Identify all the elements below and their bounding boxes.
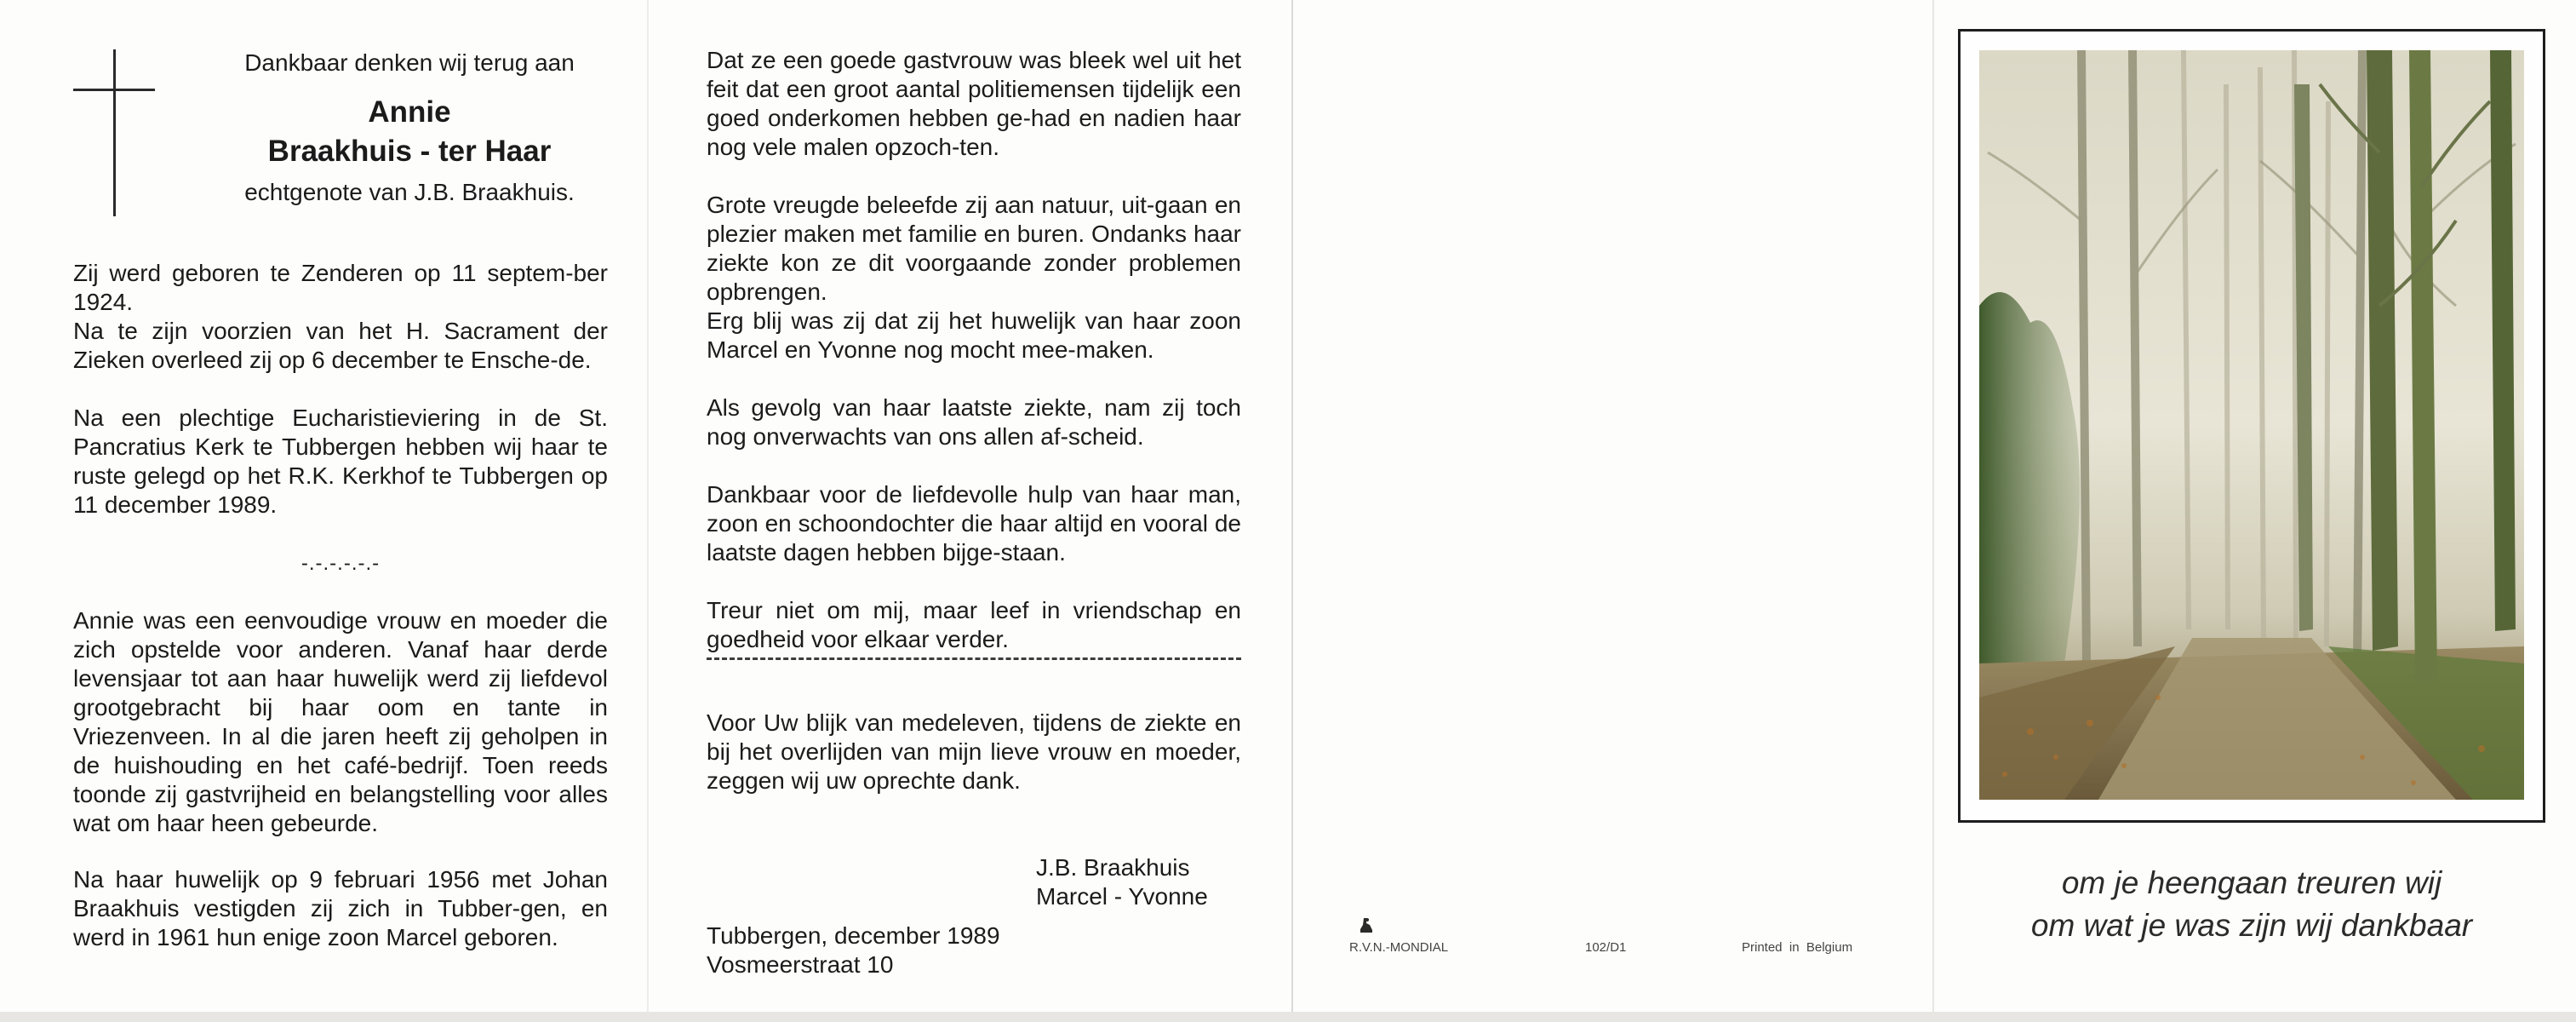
wedding-paragraph: Erg blij was zij dat zij het huwelijk van haar zoon Marcel en Yvonne nog mocht mee-maken. <box>707 307 1241 363</box>
quote-paragraph: Treur niet om mij, maar leef in vriendschap en goedheid voor elkaar verder. <box>707 597 1241 652</box>
gratitude-paragraph: Dankbaar voor de liefdevolle hulp van haar man, zoon en schoondochter die haar altijd en vooral de laatste dagen hebben bijge-staan. <box>707 481 1241 566</box>
publisher-logo-icon <box>1359 916 1374 933</box>
joy-paragraph: Grote vreugde beleefde zij aan natuur, uit-gaan en plezier maken met familie en buren. Ondanks haar ziekte kon ze dit voorgaande zonder problemen opbrengen. <box>707 192 1241 305</box>
publisher-name: R.V.N.-MONDIAL <box>1349 940 1449 955</box>
card-edge-shadow <box>0 1012 2576 1022</box>
hostess-paragraph: Dat ze een goede gastvrouw was bleek wel uit het feit dat een groot aantal politiemensen tijdelijk een goed onderkomen hebben ge-had en nadien haar nog vele malen opzoch-ten. <box>707 47 1241 160</box>
deceased-full-name: Braakhuis - ter Haar <box>267 135 552 168</box>
death-paragraph: Na te zijn voorzien van het H. Sacrament der Zieken overleed zij op 6 december te Ensche-de. <box>73 318 608 373</box>
deceased-first-name: Annie <box>368 95 451 129</box>
verse-line-2: om wat je was zijn wij dankbaar <box>2030 908 2473 943</box>
spouse-line: echtgenote van J.B. Braakhuis. <box>244 179 575 205</box>
life-paragraph: Annie was een eenvoudige vrouw en moeder die zich opstelde voor anderen. Vanaf haar derde levensjaar tot aan haar huwelijk werd zij liefdevol grootgebracht bij haar oom en tante in Vriezenveen. In al die jaren heeft zij geholpen in de huishouding en het café-bedrijf. Toen reeds toonde zij gastvrijheid en belangstelling voor alles wat om haar heen gebeurde. <box>73 607 608 836</box>
marriage-paragraph: Na haar huwelijk op 9 februari 1956 met Johan Braakhuis vestigden zij zich in Tubber-gen, en werd in 1961 hun enige zoon Marcel geboren. <box>73 866 608 950</box>
card-panel-back <box>1291 0 1932 1013</box>
forest-lane-photo <box>1979 50 2524 800</box>
separator-dots: -.-.-.-.-.- <box>301 552 381 575</box>
intro-line: Dankbaar denken wij terug aan <box>244 49 575 76</box>
printed-in: Printed in Belgium <box>1742 940 1853 955</box>
farewell-paragraph: Als gevolg van haar laatste ziekte, nam zij toch nog onverwachts van ons allen af-scheid. <box>707 394 1241 450</box>
thanks-paragraph: Voor Uw blijk van medeleven, tijdens de ziekte en bij het overlijden van mijn lieve vrouw en moeder, zeggen wij uw oprechte dank. <box>707 709 1241 794</box>
place-date: Tubbergen, december 1989 <box>707 922 1000 949</box>
signature-husband: J.B. Braakhuis <box>1036 854 1190 881</box>
verse-line-1: om je heengaan treuren wij <box>2061 865 2442 900</box>
signature-family: Marcel - Yvonne <box>1036 883 1208 910</box>
address: Vosmeerstraat 10 <box>707 951 894 978</box>
dashed-divider <box>707 657 1241 660</box>
photo-frame <box>1958 29 2545 823</box>
funeral-paragraph: Na een plechtige Eucharistieviering in de St. Pancratius Kerk te Tubbergen hebben wij haar te ruste gelegd op het R.K. Kerkhof te Tubbergen op 11 december 1989. <box>73 405 608 518</box>
birth-paragraph: Zij werd geboren te Zenderen op 11 septem-ber 1924. <box>73 260 608 315</box>
card-code: 102/D1 <box>1585 940 1627 955</box>
